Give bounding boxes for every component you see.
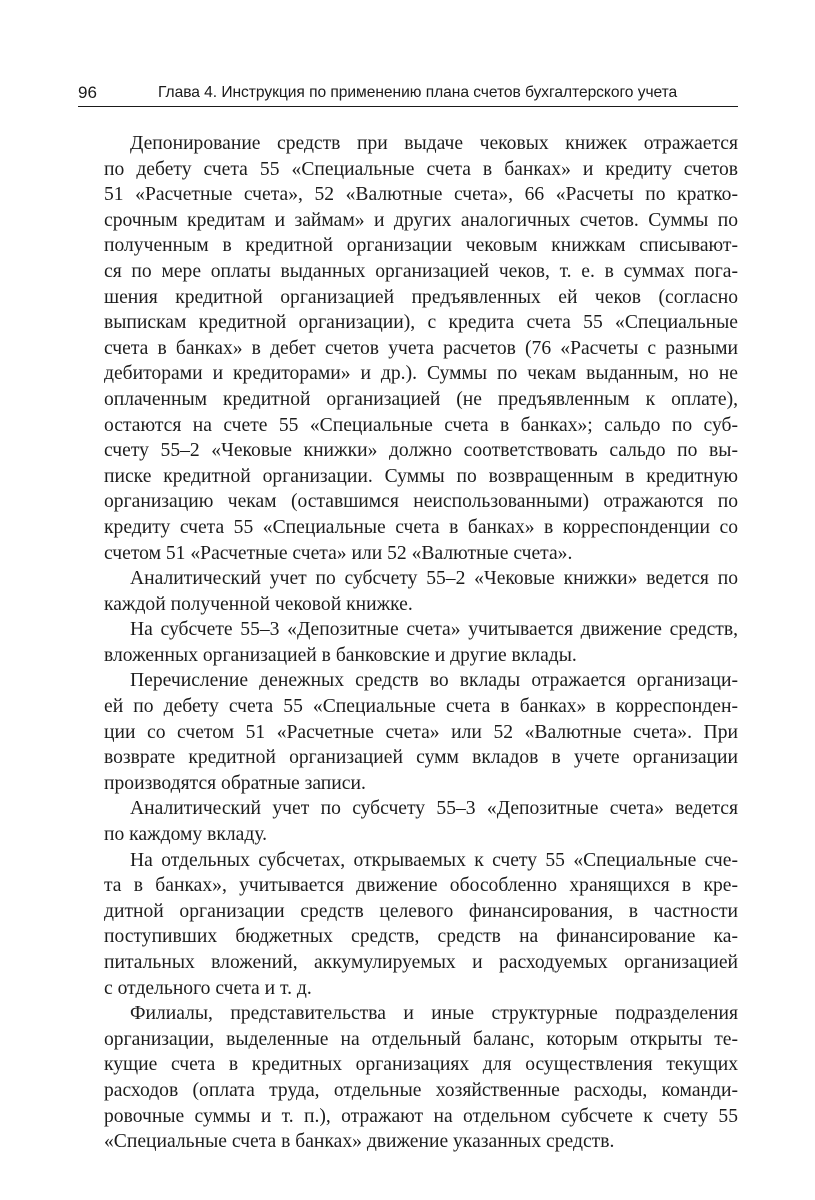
text-line: ей по дебету счета 55 «Специальные счета в банках» в корреспонден- — [104, 696, 738, 718]
text-line: ровочные суммы и т. п.), отражают на отдельном субсчете к счету 55 — [104, 1105, 738, 1127]
text-line: счетом 51 «Расчетные счета» или 52 «Валютные счета». — [104, 542, 573, 564]
text-line: оплаченным кредитной организацией (не предъявленным к оплате), — [104, 388, 738, 410]
text-line: кущие счета в кредитных организациях для осуществления текущих — [104, 1054, 738, 1076]
paragraph-separate-subaccounts — [78, 848, 738, 1002]
page-number: 96 — [78, 83, 97, 102]
text-line: возврате кредитной организацией сумм вкладов в учете организации — [104, 747, 738, 769]
text-line: счета в банках» в дебет счетов учета расчетов (76 «Расчеты с разными — [104, 337, 738, 359]
text-line: питальных вложений, аккумулируемых и расходуемых организацией — [104, 952, 738, 973]
text-line: Перечисление денежных средств во вклады отражается организаци- — [130, 670, 738, 692]
text-line: счету 55–2 «Чековые книжки» должно соответствовать сальдо по вы- — [104, 440, 738, 462]
text-line: Депонирование средств при выдаче чековых книжек отражается — [130, 133, 738, 154]
text-line: ся по мере оплаты выданных организацией чеков, т. е. в суммах пога- — [104, 260, 738, 282]
text-line: кредиту счета 55 «Специальные счета в банках» в корреспонденции со — [104, 516, 738, 538]
text-line: вложенных организацией в банковские и другие вклады. — [104, 644, 577, 666]
paragraph-analytics-deposits — [78, 796, 738, 847]
body-text — [78, 131, 738, 1155]
text-line: ции со счетом 51 «Расчетные счета» или 52 «Валютные счета». При — [104, 721, 738, 743]
text-line: выпискам кредитной организации), с кредита счета 55 «Специальные — [104, 312, 738, 334]
text-line: Аналитический учет по субсчету 55–3 «Депозитные счета» ведется — [130, 798, 738, 820]
text-line: полученным в кредитной организации чековым книжкам списывают- — [104, 235, 738, 257]
text-line: «Специальные счета в банках» движение указанных средств. — [104, 1131, 615, 1153]
text-line: Филиалы, представительства и иные структурные подразделения — [130, 1003, 738, 1025]
text-line: поступивших бюджетных средств, средств на финансирование ка- — [104, 926, 738, 948]
paragraph-analytics-check-books — [78, 566, 738, 617]
text-line: срочным кредитам и займам» и других аналогичных счетов. Суммы по — [104, 209, 738, 231]
running-header — [78, 80, 738, 107]
paragraph-transfer-to-deposits — [78, 668, 738, 796]
text-line: каждой полученной чековой книжке. — [104, 593, 413, 615]
text-line: писке кредитной организации. Суммы по возвращенным в кредитную — [104, 465, 738, 487]
text-line: организацию чекам (оставшимся неиспользованными) отражаются по — [104, 491, 738, 513]
text-line: производятся обратные записи. — [104, 772, 366, 794]
text-line: шения кредитной организацией предъявленных ей чеков (согласно — [104, 286, 738, 308]
text-line: дебиторами и кредиторами» и др.). Суммы по чекам выданным, но не — [104, 363, 738, 385]
text-line: расходов (оплата труда, отдельные хозяйственные расходы, команди- — [104, 1079, 738, 1101]
text-line: На субсчете 55–3 «Депозитные счета» учитывается движение средств, — [130, 619, 738, 641]
text-line: та в банках», учитывается движение обособленно хранящихся в кре- — [104, 875, 738, 897]
text-line: организации, выделенные на отдельный баланс, которым открыты те- — [104, 1028, 738, 1050]
text-line: с отдельного счета и т. д. — [104, 977, 312, 999]
text-line: по дебету счета 55 «Специальные счета в банках» и кредиту счетов — [104, 158, 738, 180]
text-line: Аналитический учет по субсчету 55–2 «Чековые книжки» ведется по — [130, 568, 738, 590]
paragraph-branches — [78, 1001, 738, 1155]
paragraph-check-books-deposit — [78, 131, 738, 566]
chapter-title: Глава 4. Инструкция по применению плана счетов бухгалтерского учета — [158, 84, 678, 101]
text-line: На отдельных субсчетах, открываемых к счету 55 «Специальные сче- — [130, 849, 738, 871]
text-line: по каждому вкладу. — [104, 824, 268, 846]
text-line: дитной организации средств целевого финансирования, в частности — [104, 900, 738, 922]
text-line: 51 «Расчетные счета», 52 «Валютные счета», 66 «Расчеты по кратко- — [104, 184, 738, 206]
text-line: остаются на счете 55 «Специальные счета в банках»; сальдо по суб- — [104, 414, 738, 436]
paragraph-deposit-accounts — [78, 617, 738, 668]
